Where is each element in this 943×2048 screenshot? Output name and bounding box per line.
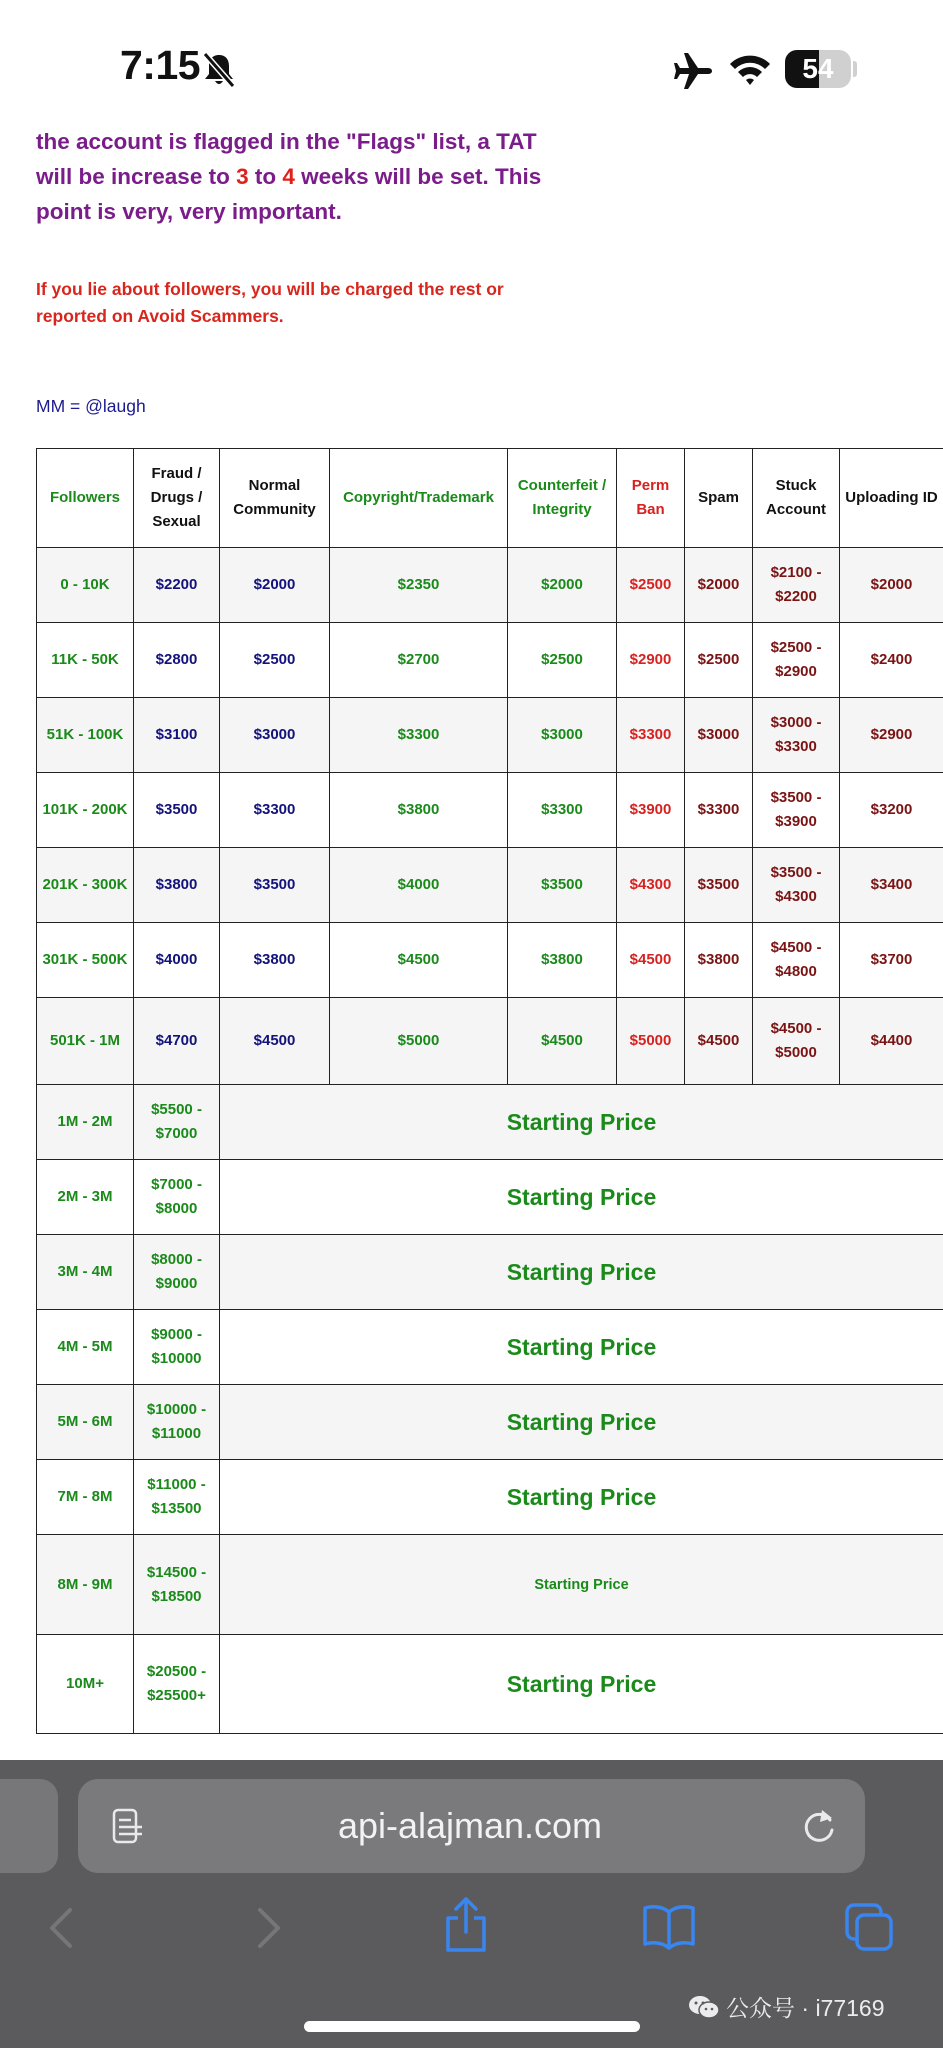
cell-spam: $2500 xyxy=(685,623,753,698)
cell-perm: $4500 xyxy=(617,923,685,998)
flags-notice xyxy=(36,124,556,229)
table-row-starting-price xyxy=(37,1385,943,1460)
cell-uploading: $3200 xyxy=(840,773,943,848)
cell-uploading: $2000 xyxy=(840,548,943,623)
cell-starting-price: Starting Price xyxy=(220,1635,943,1734)
flags-notice-text-1: the account is flagged in the "Flags" list, a TAT will be increase to xyxy=(36,129,537,189)
cell-stuck: $3500 - $3900 xyxy=(753,773,840,848)
cell-fraud-price: $11000 - $13500 xyxy=(134,1460,220,1535)
table-row-starting-price xyxy=(37,1460,943,1535)
cell-followers: 301K - 500K xyxy=(37,923,134,998)
cell-copyright: $4000 xyxy=(330,848,508,923)
cell-starting-price: Starting Price xyxy=(220,1385,943,1460)
cell-followers: 8M - 9M xyxy=(37,1535,134,1635)
cell-followers: 0 - 10K xyxy=(37,548,134,623)
header-normal: Normal Community xyxy=(220,449,330,548)
table-row xyxy=(37,548,943,623)
cell-spam: $3000 xyxy=(685,698,753,773)
bell-slash-icon xyxy=(199,50,239,90)
cell-fraud: $2200 xyxy=(134,548,220,623)
cell-counterfeit: $2000 xyxy=(508,548,617,623)
cell-copyright: $3300 xyxy=(330,698,508,773)
cell-uploading: $3700 xyxy=(840,923,943,998)
cell-stuck: $4500 - $5000 xyxy=(753,998,840,1085)
cell-normal: $2500 xyxy=(220,623,330,698)
cell-perm: $3900 xyxy=(617,773,685,848)
cell-followers: 10M+ xyxy=(37,1635,134,1734)
cell-counterfeit: $3300 xyxy=(508,773,617,848)
cell-counterfeit: $3500 xyxy=(508,848,617,923)
cell-starting-price: Starting Price xyxy=(220,1460,943,1535)
flags-notice-weeks-max: 4 xyxy=(282,164,295,189)
battery-icon xyxy=(785,50,851,88)
table-row-starting-price xyxy=(37,1535,943,1635)
cell-starting-price: Starting Price xyxy=(220,1535,943,1635)
cell-followers: 11K - 50K xyxy=(37,623,134,698)
cell-perm: $4300 xyxy=(617,848,685,923)
cell-followers: 3M - 4M xyxy=(37,1235,134,1310)
cell-fraud-price: $8000 - $9000 xyxy=(134,1235,220,1310)
cell-followers: 101K - 200K xyxy=(37,773,134,848)
table-row xyxy=(37,848,943,923)
cell-normal: $3300 xyxy=(220,773,330,848)
cell-copyright: $4500 xyxy=(330,923,508,998)
cell-stuck: $4500 - $4800 xyxy=(753,923,840,998)
cell-spam: $4500 xyxy=(685,998,753,1085)
cell-fraud: $2800 xyxy=(134,623,220,698)
cell-counterfeit: $3800 xyxy=(508,923,617,998)
cell-normal: $2000 xyxy=(220,548,330,623)
header-counterfeit: Counterfeit / Integrity xyxy=(508,449,617,548)
home-indicator[interactable] xyxy=(304,2021,640,2032)
tabs-icon[interactable] xyxy=(844,1902,894,1952)
cell-fraud-price: $7000 - $8000 xyxy=(134,1160,220,1235)
battery-level: 54 xyxy=(802,53,834,84)
reload-icon[interactable] xyxy=(800,1806,838,1846)
cell-uploading: $3400 xyxy=(840,848,943,923)
cell-spam: $3800 xyxy=(685,923,753,998)
cell-followers: 4M - 5M xyxy=(37,1310,134,1385)
cell-followers: 201K - 300K xyxy=(37,848,134,923)
cell-perm: $2900 xyxy=(617,623,685,698)
cell-stuck: $2100 - $2200 xyxy=(753,548,840,623)
cell-copyright: $5000 xyxy=(330,998,508,1085)
header-stuck: Stuck Account xyxy=(753,449,840,548)
cell-copyright: $3800 xyxy=(330,773,508,848)
airplane-icon xyxy=(672,50,714,92)
price-table xyxy=(36,448,943,1734)
reader-icon[interactable] xyxy=(112,1808,144,1844)
cell-uploading: $2900 xyxy=(840,698,943,773)
header-perm-ban: Perm Ban xyxy=(617,449,685,548)
cell-stuck: $3000 - $3300 xyxy=(753,698,840,773)
forward-icon[interactable] xyxy=(250,1906,286,1950)
cell-stuck: $2500 - $2900 xyxy=(753,623,840,698)
status-bar xyxy=(0,0,943,125)
table-row xyxy=(37,773,943,848)
header-fraud: Fraud / Drugs / Sexual xyxy=(134,449,220,548)
cell-counterfeit: $3000 xyxy=(508,698,617,773)
cell-fraud: $3100 xyxy=(134,698,220,773)
cell-uploading: $4400 xyxy=(840,998,943,1085)
cell-normal: $4500 xyxy=(220,998,330,1085)
cell-followers: 7M - 8M xyxy=(37,1460,134,1535)
battery-tip xyxy=(853,61,857,77)
cell-stuck: $3500 - $4300 xyxy=(753,848,840,923)
cell-fraud: $3800 xyxy=(134,848,220,923)
cell-followers: 5M - 6M xyxy=(37,1385,134,1460)
flags-notice-text-3: weeks will be set. This point is very, very important. xyxy=(36,164,542,224)
cell-fraud-price: $20500 - $25500+ xyxy=(134,1635,220,1734)
cell-starting-price: Starting Price xyxy=(220,1085,943,1160)
table-row-starting-price xyxy=(37,1160,943,1235)
header-spam: Spam xyxy=(685,449,753,548)
cell-perm: $5000 xyxy=(617,998,685,1085)
table-row-starting-price xyxy=(37,1310,943,1385)
header-followers: Followers xyxy=(37,449,134,548)
status-time: 7:15 xyxy=(120,42,201,88)
table-header-row xyxy=(37,449,943,548)
cell-fraud-price: $10000 - $11000 xyxy=(134,1385,220,1460)
bookmarks-icon[interactable] xyxy=(642,1902,696,1950)
cell-spam: $2000 xyxy=(685,548,753,623)
header-copyright: Copyright/Trademark xyxy=(330,449,508,548)
cell-starting-price: Starting Price xyxy=(220,1235,943,1310)
cell-fraud-price: $9000 - $10000 xyxy=(134,1310,220,1385)
wifi-icon xyxy=(728,52,772,88)
cell-normal: $3800 xyxy=(220,923,330,998)
cell-fraud-price: $5500 - $7000 xyxy=(134,1085,220,1160)
cell-starting-price: Starting Price xyxy=(220,1310,943,1385)
cell-followers: 51K - 100K xyxy=(37,698,134,773)
followers-warning: If you lie about followers, you will be charged the rest or reported on Avoid Scammers. xyxy=(36,279,504,326)
watermark: 公众号 · i77169 xyxy=(726,1995,885,2021)
cell-fraud: $4000 xyxy=(134,923,220,998)
cell-starting-price: Starting Price xyxy=(220,1160,943,1235)
share-icon[interactable] xyxy=(444,1896,488,1954)
url-text[interactable]: api-alajman.com xyxy=(337,1805,603,1846)
table-row xyxy=(37,923,943,998)
back-icon[interactable] xyxy=(44,1906,80,1950)
cell-counterfeit: $4500 xyxy=(508,998,617,1085)
cell-followers: 1M - 2M xyxy=(37,1085,134,1160)
cell-perm: $3300 xyxy=(617,698,685,773)
cell-copyright: $2700 xyxy=(330,623,508,698)
table-row-starting-price xyxy=(37,1635,943,1734)
cell-followers: 2M - 3M xyxy=(37,1160,134,1235)
cell-normal: $3500 xyxy=(220,848,330,923)
table-row xyxy=(37,998,943,1085)
cell-followers: 501K - 1M xyxy=(37,998,134,1085)
wechat-logo-icon xyxy=(688,1994,720,2020)
cell-fraud: $4700 xyxy=(134,998,220,1085)
cell-spam: $3300 xyxy=(685,773,753,848)
cell-perm: $2500 xyxy=(617,548,685,623)
previous-tab-preview[interactable] xyxy=(0,1779,58,1873)
cell-fraud-price: $14500 - $18500 xyxy=(134,1535,220,1635)
table-row-starting-price xyxy=(37,1235,943,1310)
flags-notice-text-2: to xyxy=(248,164,283,189)
middleman-note: MM = @laugh xyxy=(36,396,146,416)
header-uploading: Uploading ID xyxy=(840,449,943,548)
cell-normal: $3000 xyxy=(220,698,330,773)
flags-notice-weeks-min: 3 xyxy=(236,164,249,189)
cell-spam: $3500 xyxy=(685,848,753,923)
table-row xyxy=(37,623,943,698)
cell-fraud: $3500 xyxy=(134,773,220,848)
cell-counterfeit: $2500 xyxy=(508,623,617,698)
table-row xyxy=(37,698,943,773)
table-row-starting-price xyxy=(37,1085,943,1160)
cell-copyright: $2350 xyxy=(330,548,508,623)
cell-uploading: $2400 xyxy=(840,623,943,698)
